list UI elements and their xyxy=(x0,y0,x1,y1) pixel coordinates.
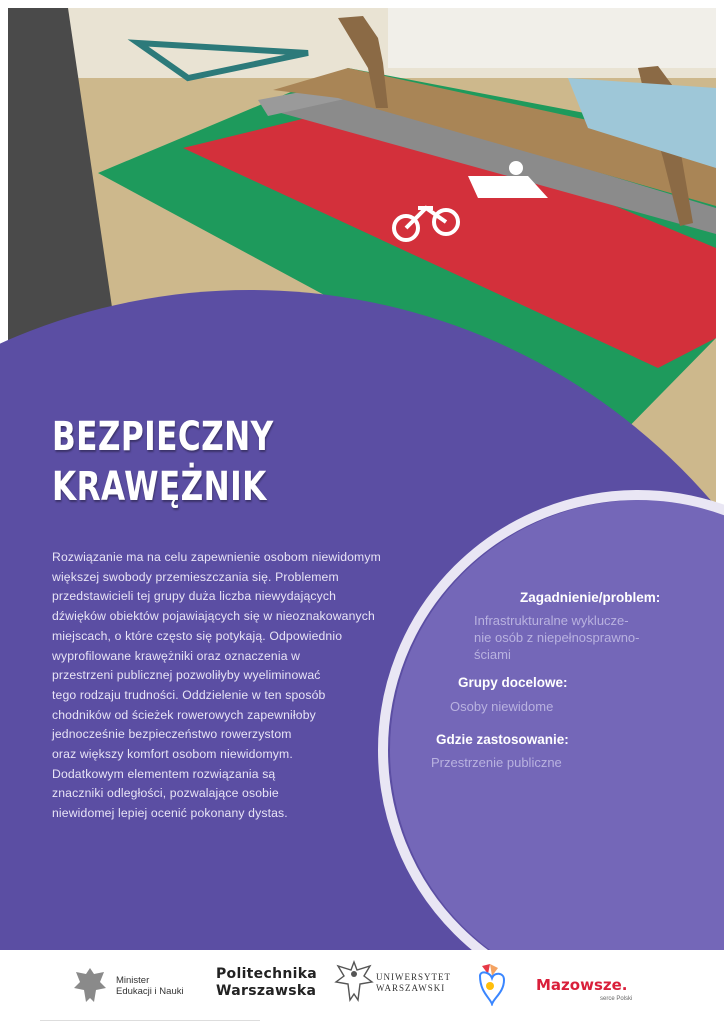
minister-line-1: Minister xyxy=(116,975,150,986)
description-line: Dodatkowym elementem rozwiązania są xyxy=(52,766,276,781)
description-line: jednocześnie bezpieczeństwo rowerzystom xyxy=(52,727,292,742)
minister-logo xyxy=(70,964,184,1013)
description-line: dźwięków obiektów pojawiających się w nieoznakowanych xyxy=(52,609,375,624)
mazowsze-logo xyxy=(536,976,666,1006)
description-line: oraz większy komfort osobom niewidomym. xyxy=(52,747,293,762)
heart-emblem-icon xyxy=(476,962,506,1006)
mazowsze-wordmark: Mazowsze. xyxy=(536,976,628,994)
description-line: miejscach, o które często się potykają. Odpowiednio xyxy=(52,628,343,643)
description-line: Rozwiązanie ma na celu zapewnienie osobom niewidomym xyxy=(52,550,381,564)
groups-value: Osoby niewidome xyxy=(450,699,554,714)
problem-line: ściami xyxy=(474,647,511,662)
title-line-2: KRAWĘŻNIK xyxy=(52,464,267,510)
minister-line-2: Edukacji i Nauki xyxy=(116,986,184,997)
description-line: znaczniki odległości, pozwalające osobie xyxy=(52,786,279,801)
politechnika-logo xyxy=(216,966,317,1000)
pw-line-1: Politechnika xyxy=(216,966,318,982)
project-emblem xyxy=(476,962,506,1011)
uw-logo xyxy=(334,960,451,1009)
problem-line: nie osób z niepełnosprawno- xyxy=(474,630,640,645)
eagle-emblem-icon xyxy=(70,964,110,1008)
uw-eagle-icon xyxy=(334,960,374,1004)
description xyxy=(52,548,412,824)
footer-logos xyxy=(0,950,724,1024)
problem-line: Infrastrukturalne wyklucze- xyxy=(474,613,629,628)
description-line: niewidomej lepiej ocenić pokonany dystas. xyxy=(52,806,288,821)
description-line: tego rodzaju trudności. Oddzielenie w ten sposób xyxy=(52,687,326,702)
description-line: chodników od ścieżek rowerowych zapewniłoby xyxy=(52,707,316,722)
uw-line-2: WARSZAWSKI xyxy=(376,983,446,993)
mazowsze-tagline: serce Polski xyxy=(600,996,633,1002)
usage-label: Gdzie zastosowanie: xyxy=(436,732,569,747)
divider xyxy=(40,1020,260,1021)
usage-value: Przestrzenie publiczne xyxy=(431,755,562,770)
problem-label: Zagadnienie/problem: xyxy=(520,590,661,605)
page-title xyxy=(52,412,309,512)
pw-line-2: Warszawska xyxy=(216,983,317,999)
uw-line-1: UNIWERSYTET xyxy=(376,972,451,982)
title-line-1: BEZPIECZNY xyxy=(52,414,274,460)
description-line: przestrzeni publicznej pozwoliłyby wyeliminować xyxy=(52,668,321,683)
groups-label: Grupy docelowe: xyxy=(458,675,568,690)
description-line: większej swobody przemieszczania się. Problemem xyxy=(52,569,339,584)
description-line: przedstawicieli tej grupy duża liczba niewydających xyxy=(52,589,337,604)
description-line: wyprofilowane krawężniki oraz oznaczenia w xyxy=(52,648,301,663)
problem-value xyxy=(474,612,704,663)
